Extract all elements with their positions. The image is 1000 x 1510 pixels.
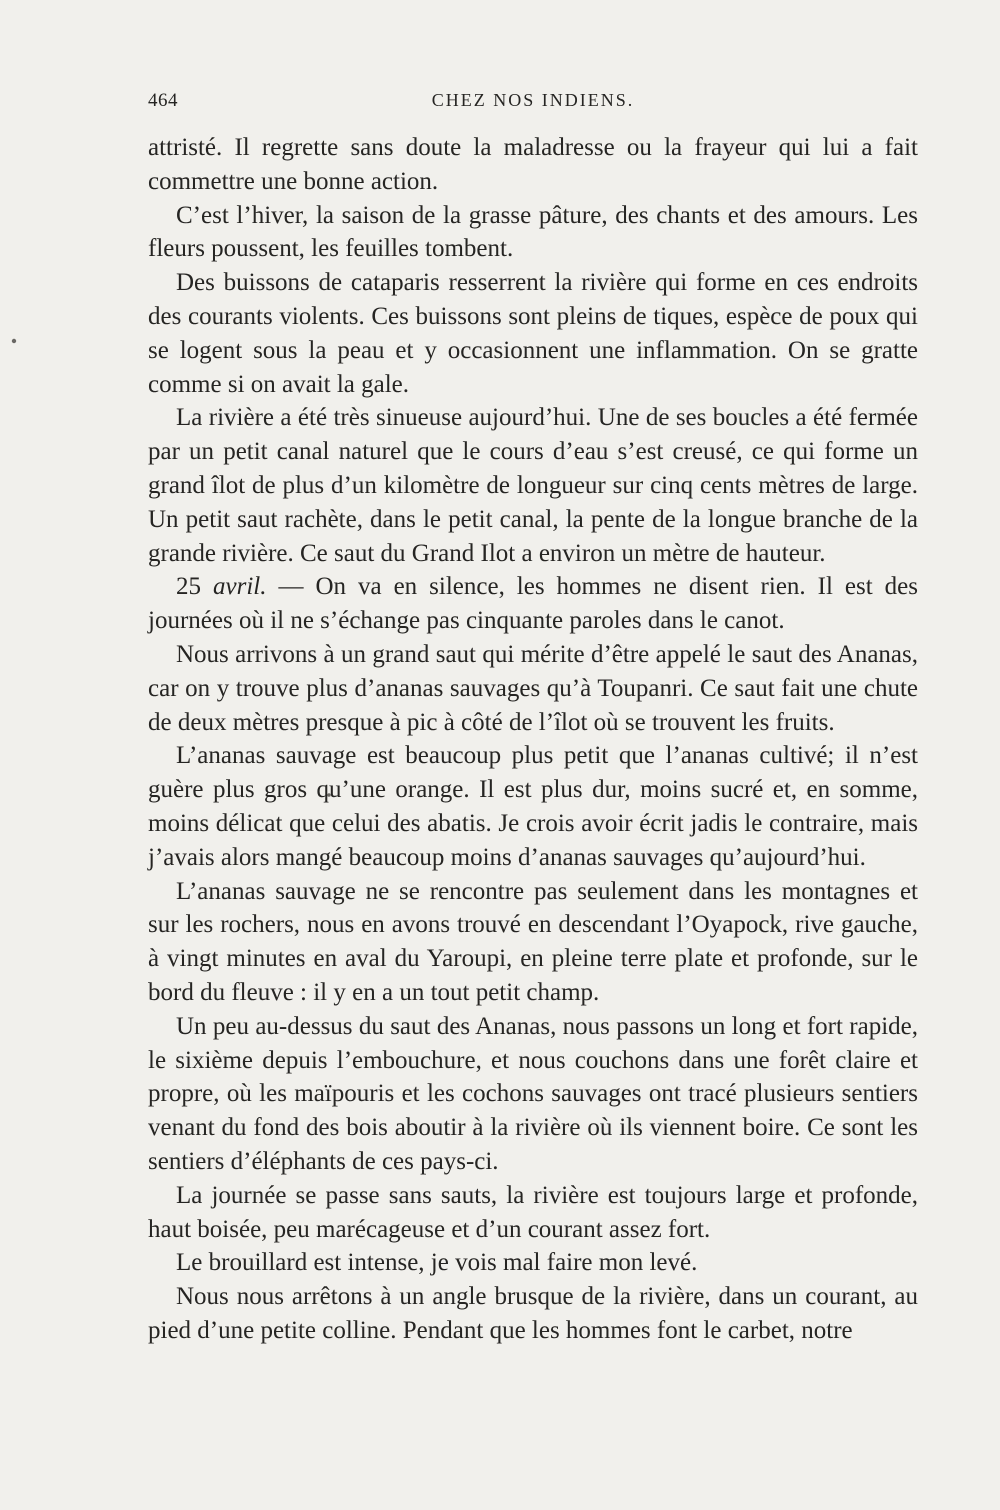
body-text bbox=[148, 131, 918, 1348]
paragraph bbox=[148, 638, 918, 739]
paragraph bbox=[148, 1010, 918, 1179]
paragraph bbox=[148, 199, 918, 267]
paragraph-text: Des buissons de cataparis resserrent la rivière qui forme en ces endroits des courants violents. Ces buissons sont pleins de tiques, espèce de poux qui se logent sous la peau et y occasionnent une inflammation. On se gratte comme si on avait la gale. bbox=[148, 269, 918, 398]
paragraph-text: Un peu au-dessus du saut des Ananas, nous passons un long et fort rapide, le sixième depuis l’embouchure, et nous couchons dans une forêt claire et propre, où les maïpouris et les cochons sauvages ont tracé plusieurs sentiers venant du fond des bois aboutir à la rivière où ils viennent boire. Ce sont les sentiers d’éléphants de ces pays-ci. bbox=[148, 1012, 918, 1175]
paragraph bbox=[148, 1179, 918, 1247]
paragraph-text: Le brouillard est intense, je vois mal faire mon levé. bbox=[176, 1249, 698, 1277]
paragraph-text: La rivière a été très sinueuse aujourd’hui. Une de ses boucles a été fermée par un petit canal naturel que le cours d’eau s’est creusé, ce qui forme un grand îlot de plus d’un kilomètre de longueur sur cinq cents mètres de large. Un petit saut rachète, dans le petit canal, la pente de la longue branche de la grande rivière. Ce saut du Grand Ilot a environ un mètre de hauteur. bbox=[148, 404, 918, 567]
paragraph bbox=[148, 401, 918, 570]
paragraph bbox=[148, 1280, 918, 1348]
paragraph bbox=[148, 131, 918, 199]
ink-speck bbox=[12, 339, 16, 343]
date-day: 25 bbox=[176, 573, 201, 601]
paragraph-text: C’est l’hiver, la saison de la grasse pâture, des chants et des amours. Les fleurs poussent, les feuilles tombent. bbox=[148, 201, 918, 263]
paragraph bbox=[148, 875, 918, 1010]
paragraph-text: Nous arrivons à un grand saut qui mérite d’être appelé le saut des Ananas, car on y trouve plus d’ananas sauvages qu’à Toupanri. Ce saut fait une chute de deux mètres presque à pic à côté de l’îlot où se trouvent les fruits. bbox=[148, 640, 918, 736]
page-header bbox=[148, 90, 918, 116]
paragraph-text: La journée se passe sans sauts, la rivière est toujours large et profonde, haut boisée, peu marécageuse et d’un courant assez fort. bbox=[148, 1181, 918, 1243]
paragraph-text: L’ananas sauvage ne se rencontre pas seulement dans les montagnes et sur les rochers, nous en avons trouvé en descendant l’Oyapock, rive gauche, à vingt minutes en aval du Yaroupi, en pleine terre plate et profonde, sur le bord du fleuve : il y en a un tout petit champ. bbox=[148, 877, 918, 1006]
paragraph bbox=[148, 1246, 918, 1280]
running-title: CHEZ NOS INDIENS. bbox=[431, 90, 635, 110]
date-month: avril. bbox=[213, 573, 267, 601]
paragraph-text: attristé. Il regrette sans doute la maladresse ou la frayeur qui lui a fait commettre une bonne action. bbox=[148, 134, 918, 195]
page-number: 464 bbox=[148, 90, 178, 111]
paragraph-text: — On va en silence, les hommes ne disent rien. Il est des journées où il ne s’échange pas cinquante paroles dans le canot. bbox=[148, 573, 919, 635]
paragraph bbox=[148, 266, 918, 401]
paragraph bbox=[148, 739, 918, 874]
paragraph-text: Nous nous arrêtons à un angle brusque de la rivière, dans un courant, au pied d’une petite colline. Pendant que les hommes font le carbet, notre bbox=[148, 1283, 918, 1344]
dated-paragraph bbox=[148, 570, 918, 638]
paragraph-text: L’ananas sauvage est beaucoup plus petit que l’ananas cultivé; il n’est guère plus gros qu’une orange. Il est plus dur, moins sucré et, en somme, moins délicat que celui des abatis. Je crois avoir écrit jadis le contraire, mais j’avais alors mangé beaucoup moins d’ananas sauvages qu’aujourd’hui. bbox=[148, 742, 918, 871]
